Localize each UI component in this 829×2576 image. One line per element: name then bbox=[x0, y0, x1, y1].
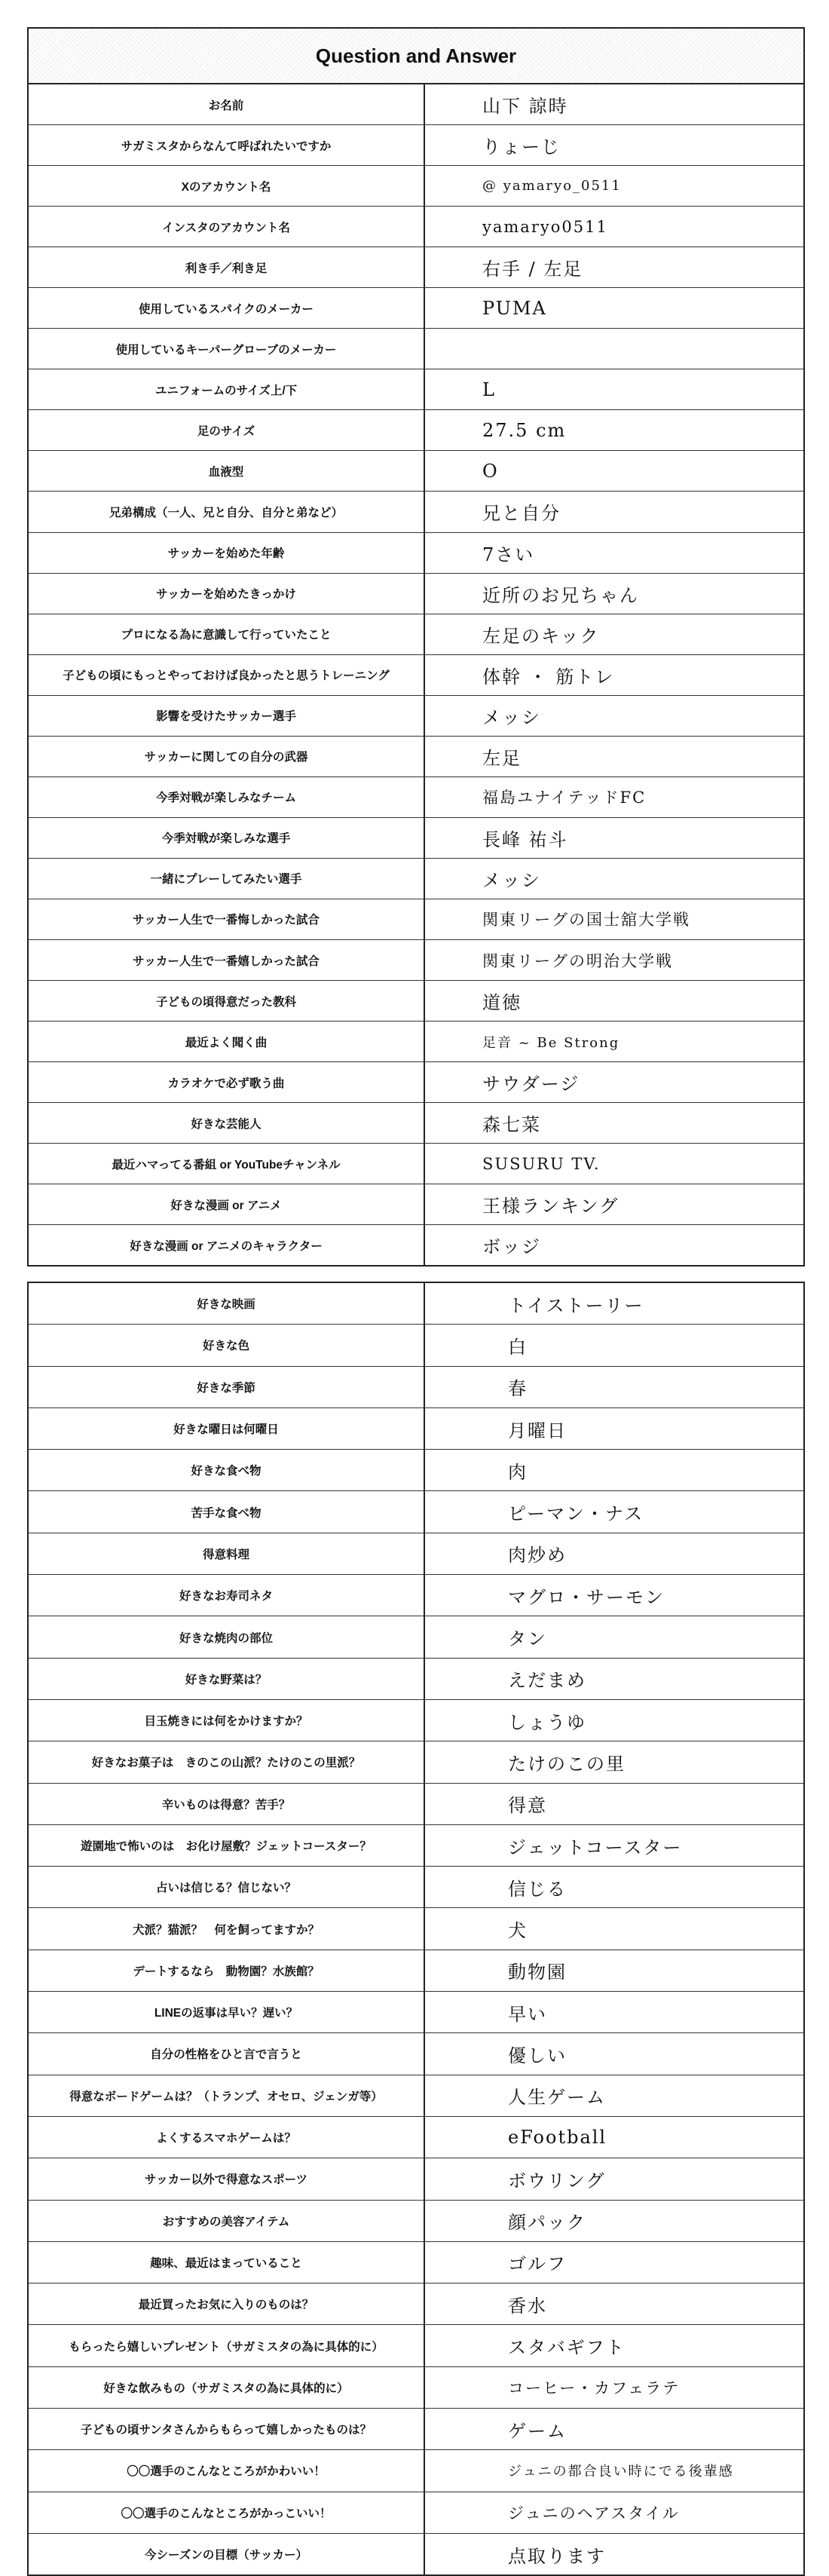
answer-cell: eFootball bbox=[508, 2127, 607, 2149]
question-cell: 好きなお菓子は きのこの山派？たけのこの里派？ bbox=[29, 1741, 425, 1782]
qa-row bbox=[29, 2325, 803, 2366]
answer-cell: 左足のキック bbox=[482, 625, 600, 647]
qa-row bbox=[29, 84, 803, 125]
qa-row bbox=[29, 125, 803, 166]
answer-cell: ゲーム bbox=[508, 2420, 567, 2442]
answer-cell bbox=[425, 329, 803, 369]
answer-cell: 早い bbox=[508, 2003, 547, 2025]
question-cell: カラオケで必ず歌う曲 bbox=[29, 1062, 425, 1102]
answer-cell: PUMA bbox=[482, 297, 547, 319]
question-cell: サッカー人生で一番悔しかった試合 bbox=[29, 899, 425, 939]
answer-cell: 左足 bbox=[482, 747, 522, 769]
answer-cell: りょーじ bbox=[482, 136, 561, 158]
qa-row bbox=[29, 574, 803, 614]
question-cell: 子どもの頃サンタさんからもらって嬉しかったものは？ bbox=[29, 2409, 425, 2449]
qa-row bbox=[29, 2201, 803, 2242]
question-cell: もらったら嬉しいプレゼント（サガミスタの為に具体的に） bbox=[29, 2325, 425, 2366]
answer-cell: O bbox=[482, 460, 499, 482]
answer-cell: 春 bbox=[508, 1378, 528, 1400]
qa-row bbox=[29, 2033, 803, 2075]
question-cell: 〇〇選手のこんなところがかわいい！ bbox=[29, 2450, 425, 2491]
answer-cell: 点取ります bbox=[508, 2545, 606, 2567]
question-cell: サッカーを始めたきっかけ bbox=[29, 574, 425, 614]
qa-row bbox=[29, 1450, 803, 1491]
question-cell: 苦手な食べ物 bbox=[29, 1491, 425, 1532]
qa-row bbox=[29, 247, 803, 288]
question-cell: ユニフォームのサイズ上/下 bbox=[29, 369, 425, 409]
answer-cell: ピーマン・ナス bbox=[508, 1503, 644, 1525]
qa-row bbox=[29, 1700, 803, 1741]
question-cell: 好きな曜日は何曜日 bbox=[29, 1408, 425, 1449]
answer-cell: 白 bbox=[508, 1336, 528, 1358]
answer-cell: 香水 bbox=[508, 2295, 547, 2317]
qa-row bbox=[29, 2117, 803, 2158]
answer-cell: 長峰 祐斗 bbox=[482, 829, 568, 850]
qa-row bbox=[29, 2450, 803, 2492]
question-cell: 子どもの頃にもっとやっておけば良かったと思うトレーニング bbox=[29, 655, 425, 695]
answer-cell: 27.5 cm bbox=[482, 419, 567, 441]
answer-cell: 近所のお兄ちゃん bbox=[482, 584, 639, 606]
qa-row bbox=[29, 533, 803, 574]
answer-cell: 7さい bbox=[482, 544, 535, 565]
answer-cell: 王様ランキング bbox=[482, 1196, 619, 1218]
answer-cell: サウダージ bbox=[482, 1074, 580, 1095]
question-cell: 最近買ったお気に入りのものは？ bbox=[29, 2283, 425, 2324]
qa-row bbox=[29, 899, 803, 940]
answer-cell: メッシ bbox=[482, 869, 541, 891]
question-cell: 好きな漫画 or アニメのキャラクター bbox=[29, 1225, 425, 1265]
question-cell: 使用しているキーパーグローブのメーカー bbox=[29, 329, 425, 369]
question-cell: 利き手／利き足 bbox=[29, 247, 425, 287]
answer-cell: 道徳 bbox=[482, 992, 522, 1014]
answer-cell: SUSURU TV. bbox=[482, 1154, 601, 1173]
qa-row bbox=[29, 1867, 803, 1908]
answer-cell: L bbox=[482, 378, 496, 400]
question-cell: お名前 bbox=[29, 84, 425, 124]
qa-row bbox=[29, 1184, 803, 1225]
answer-cell: たけのこの里 bbox=[508, 1753, 626, 1775]
qa-row bbox=[29, 1659, 803, 1700]
question-cell: 得意なボードゲームは？（トランプ、オセロ、ジェンガ等） bbox=[29, 2075, 425, 2116]
qa-row bbox=[29, 1575, 803, 1616]
qa-row bbox=[29, 696, 803, 737]
qa-row bbox=[29, 2534, 803, 2574]
qa-row bbox=[29, 1992, 803, 2033]
question-cell: 血液型 bbox=[29, 451, 425, 491]
qa-row bbox=[29, 2242, 803, 2283]
qa-row bbox=[29, 1908, 803, 1950]
question-cell: 影響を受けたサッカー選手 bbox=[29, 696, 425, 736]
qa-row bbox=[29, 981, 803, 1022]
qa-row bbox=[29, 1144, 803, 1184]
qa-sheet-page-2 bbox=[27, 1282, 805, 2576]
question-cell: 好きな色 bbox=[29, 1325, 425, 1365]
qa-row bbox=[29, 329, 803, 369]
question-cell: サッカーを始めた年齢 bbox=[29, 533, 425, 573]
answer-cell: 肉 bbox=[508, 1461, 528, 1483]
question-cell: 得意料理 bbox=[29, 1533, 425, 1574]
answer-cell: ゴルフ bbox=[508, 2253, 567, 2275]
answer-cell: 兄と自分 bbox=[482, 503, 561, 525]
question-cell: 子どもの頃得意だった教科 bbox=[29, 981, 425, 1021]
question-cell: 最近ハマってる番組 or YouTubeチャンネル bbox=[29, 1144, 425, 1184]
answer-cell: ジュニの都合良い時にでる後輩感 bbox=[508, 2464, 734, 2480]
answer-cell: 右手 / 左足 bbox=[482, 259, 583, 280]
answer-cell: 山下 諒時 bbox=[482, 96, 568, 118]
answer-cell: 関東リーグの国士舘大学戦 bbox=[482, 911, 690, 930]
qa-row bbox=[29, 859, 803, 899]
question-cell: 好きなお寿司ネタ bbox=[29, 1575, 425, 1616]
qa-row bbox=[29, 614, 803, 655]
answer-cell: 関東リーグの明治大学戦 bbox=[482, 951, 673, 970]
answer-cell: ボッジ bbox=[482, 1236, 541, 1258]
qa-row bbox=[29, 2075, 803, 2117]
answer-cell: @ yamaryo_0511 bbox=[482, 178, 622, 195]
qa-row bbox=[29, 492, 803, 532]
question-cell: Xのアカウント名 bbox=[29, 166, 425, 206]
qa-row bbox=[29, 1950, 803, 1992]
qa-row bbox=[29, 1062, 803, 1103]
answer-cell: スタバギフト bbox=[508, 2337, 626, 2359]
question-cell: 好きな映画 bbox=[29, 1283, 425, 1324]
question-cell: インスタのアカウント名 bbox=[29, 207, 425, 247]
question-cell: よくするスマホゲームは？ bbox=[29, 2117, 425, 2158]
qa-row bbox=[29, 2283, 803, 2325]
question-cell: 好きな野菜は？ bbox=[29, 1659, 425, 1699]
qa-row bbox=[29, 1741, 803, 1783]
qa-row bbox=[29, 1325, 803, 1366]
answer-cell: 犬 bbox=[508, 1920, 528, 1942]
answer-cell: 肉炒め bbox=[508, 1545, 567, 1567]
answer-cell: タン bbox=[508, 1628, 547, 1650]
answer-cell: 動物園 bbox=[508, 1962, 567, 1983]
question-cell: 辛いものは得意？苦手？ bbox=[29, 1784, 425, 1824]
answer-cell: 福島ユナイテッドFC bbox=[482, 789, 647, 807]
answer-cell: 月曜日 bbox=[508, 1420, 567, 1441]
question-cell: 今季対戦が楽しみな選手 bbox=[29, 818, 425, 858]
qa-row bbox=[29, 1616, 803, 1658]
qa-row bbox=[29, 288, 803, 329]
question-cell: 今季対戦が楽しみなチーム bbox=[29, 777, 425, 817]
qa-row bbox=[29, 166, 803, 207]
qa-row bbox=[29, 1103, 803, 1144]
answer-cell: マグロ・サーモン bbox=[508, 1586, 665, 1608]
qa-row bbox=[29, 940, 803, 981]
question-cell: 最近よく聞く曲 bbox=[29, 1022, 425, 1061]
answer-cell: 足音 ~ Be Strong bbox=[482, 1034, 620, 1051]
qa-row bbox=[29, 410, 803, 451]
qa-row bbox=[29, 207, 803, 247]
question-cell: 〇〇選手のこんなところがかっこいい！ bbox=[29, 2492, 425, 2533]
qa-row bbox=[29, 369, 803, 410]
qa-row bbox=[29, 818, 803, 859]
answer-cell: ジュニのヘアスタイル bbox=[508, 2504, 680, 2522]
qa-table-page-1 bbox=[29, 84, 803, 1265]
qa-sheet-page-1 bbox=[27, 27, 805, 1267]
qa-row bbox=[29, 1367, 803, 1408]
question-cell: サッカーに関しての自分の武器 bbox=[29, 737, 425, 776]
qa-row bbox=[29, 655, 803, 696]
question-cell: 犬派？猫派？ 何を飼ってますか？ bbox=[29, 1908, 425, 1949]
question-cell: LINEの返事は早い？遅い？ bbox=[29, 1992, 425, 2032]
qa-row bbox=[29, 1784, 803, 1825]
answer-cell: 顔パック bbox=[508, 2212, 586, 2234]
question-cell: プロになる為に意識して行っていたこと bbox=[29, 614, 425, 654]
answer-cell: 体幹 ・ 筋トレ bbox=[482, 666, 615, 688]
question-cell: 好きな飲みもの（サガミスタの為に具体的に） bbox=[29, 2367, 425, 2408]
qa-row bbox=[29, 1225, 803, 1265]
qa-table-page-2 bbox=[29, 1283, 803, 2574]
qa-row bbox=[29, 2409, 803, 2450]
question-cell: 遊園地で怖いのは お化け屋敷？ジェットコースター？ bbox=[29, 1825, 425, 1866]
qa-row bbox=[29, 1283, 803, 1325]
qa-row bbox=[29, 451, 803, 492]
answer-cell: しょうゆ bbox=[508, 1711, 586, 1733]
qa-row bbox=[29, 2492, 803, 2534]
answer-cell: メッシ bbox=[482, 706, 541, 728]
qa-row bbox=[29, 737, 803, 777]
question-cell: 使用しているスパイクのメーカー bbox=[29, 288, 425, 328]
question-cell: サッカー人生で一番嬉しかった試合 bbox=[29, 940, 425, 980]
question-cell: 好きな芸能人 bbox=[29, 1103, 425, 1143]
answer-cell: 信じる bbox=[508, 1878, 567, 1900]
question-cell: 好きな食べ物 bbox=[29, 1450, 425, 1490]
answer-cell: えだまめ bbox=[508, 1670, 586, 1692]
qa-row bbox=[29, 1533, 803, 1575]
question-cell: 好きな季節 bbox=[29, 1367, 425, 1407]
answer-cell: yamaryo0511 bbox=[482, 217, 608, 236]
qa-row bbox=[29, 1408, 803, 1450]
question-cell: 足のサイズ bbox=[29, 410, 425, 450]
question-cell: 兄弟構成（一人、兄と自分、自分と弟など） bbox=[29, 492, 425, 531]
question-cell: 好きな漫画 or アニメ bbox=[29, 1184, 425, 1224]
question-cell: おすすめの美容アイテム bbox=[29, 2201, 425, 2241]
qa-row bbox=[29, 777, 803, 818]
answer-cell: 優しい bbox=[508, 2045, 567, 2066]
answer-cell: 森七菜 bbox=[482, 1114, 541, 1136]
qa-row bbox=[29, 2367, 803, 2409]
answer-cell: ジェットコースター bbox=[508, 1836, 683, 1858]
question-cell: サッカー以外で得意なスポーツ bbox=[29, 2158, 425, 2199]
question-cell: 目玉焼きには何をかけますか？ bbox=[29, 1700, 425, 1741]
qa-row bbox=[29, 1491, 803, 1533]
answer-cell: 人生ゲーム bbox=[508, 2087, 606, 2109]
question-cell: サガミスタからなんて呼ばれたいですか bbox=[29, 125, 425, 165]
question-cell: 趣味、最近はまっていること bbox=[29, 2242, 425, 2283]
qa-row bbox=[29, 1825, 803, 1867]
question-cell: 自分の性格をひと言で言うと bbox=[29, 2033, 425, 2074]
sheet-title: Question and Answer bbox=[29, 29, 803, 84]
answer-cell: ボウリング bbox=[508, 2170, 606, 2192]
answer-cell: コーヒー・カフェラテ bbox=[508, 2378, 681, 2397]
question-cell: デートするなら 動物園？水族館？ bbox=[29, 1950, 425, 1991]
question-cell: 占いは信じる？信じない？ bbox=[29, 1867, 425, 1907]
question-cell: 一緒にプレーしてみたい選手 bbox=[29, 859, 425, 899]
answer-cell: 得意 bbox=[508, 1795, 547, 1817]
qa-row bbox=[29, 1022, 803, 1062]
question-cell: 好きな焼肉の部位 bbox=[29, 1616, 425, 1657]
answer-cell: トイストーリー bbox=[508, 1294, 644, 1316]
qa-row bbox=[29, 2158, 803, 2200]
question-cell: 今シーズンの目標（サッカー） bbox=[29, 2534, 425, 2574]
